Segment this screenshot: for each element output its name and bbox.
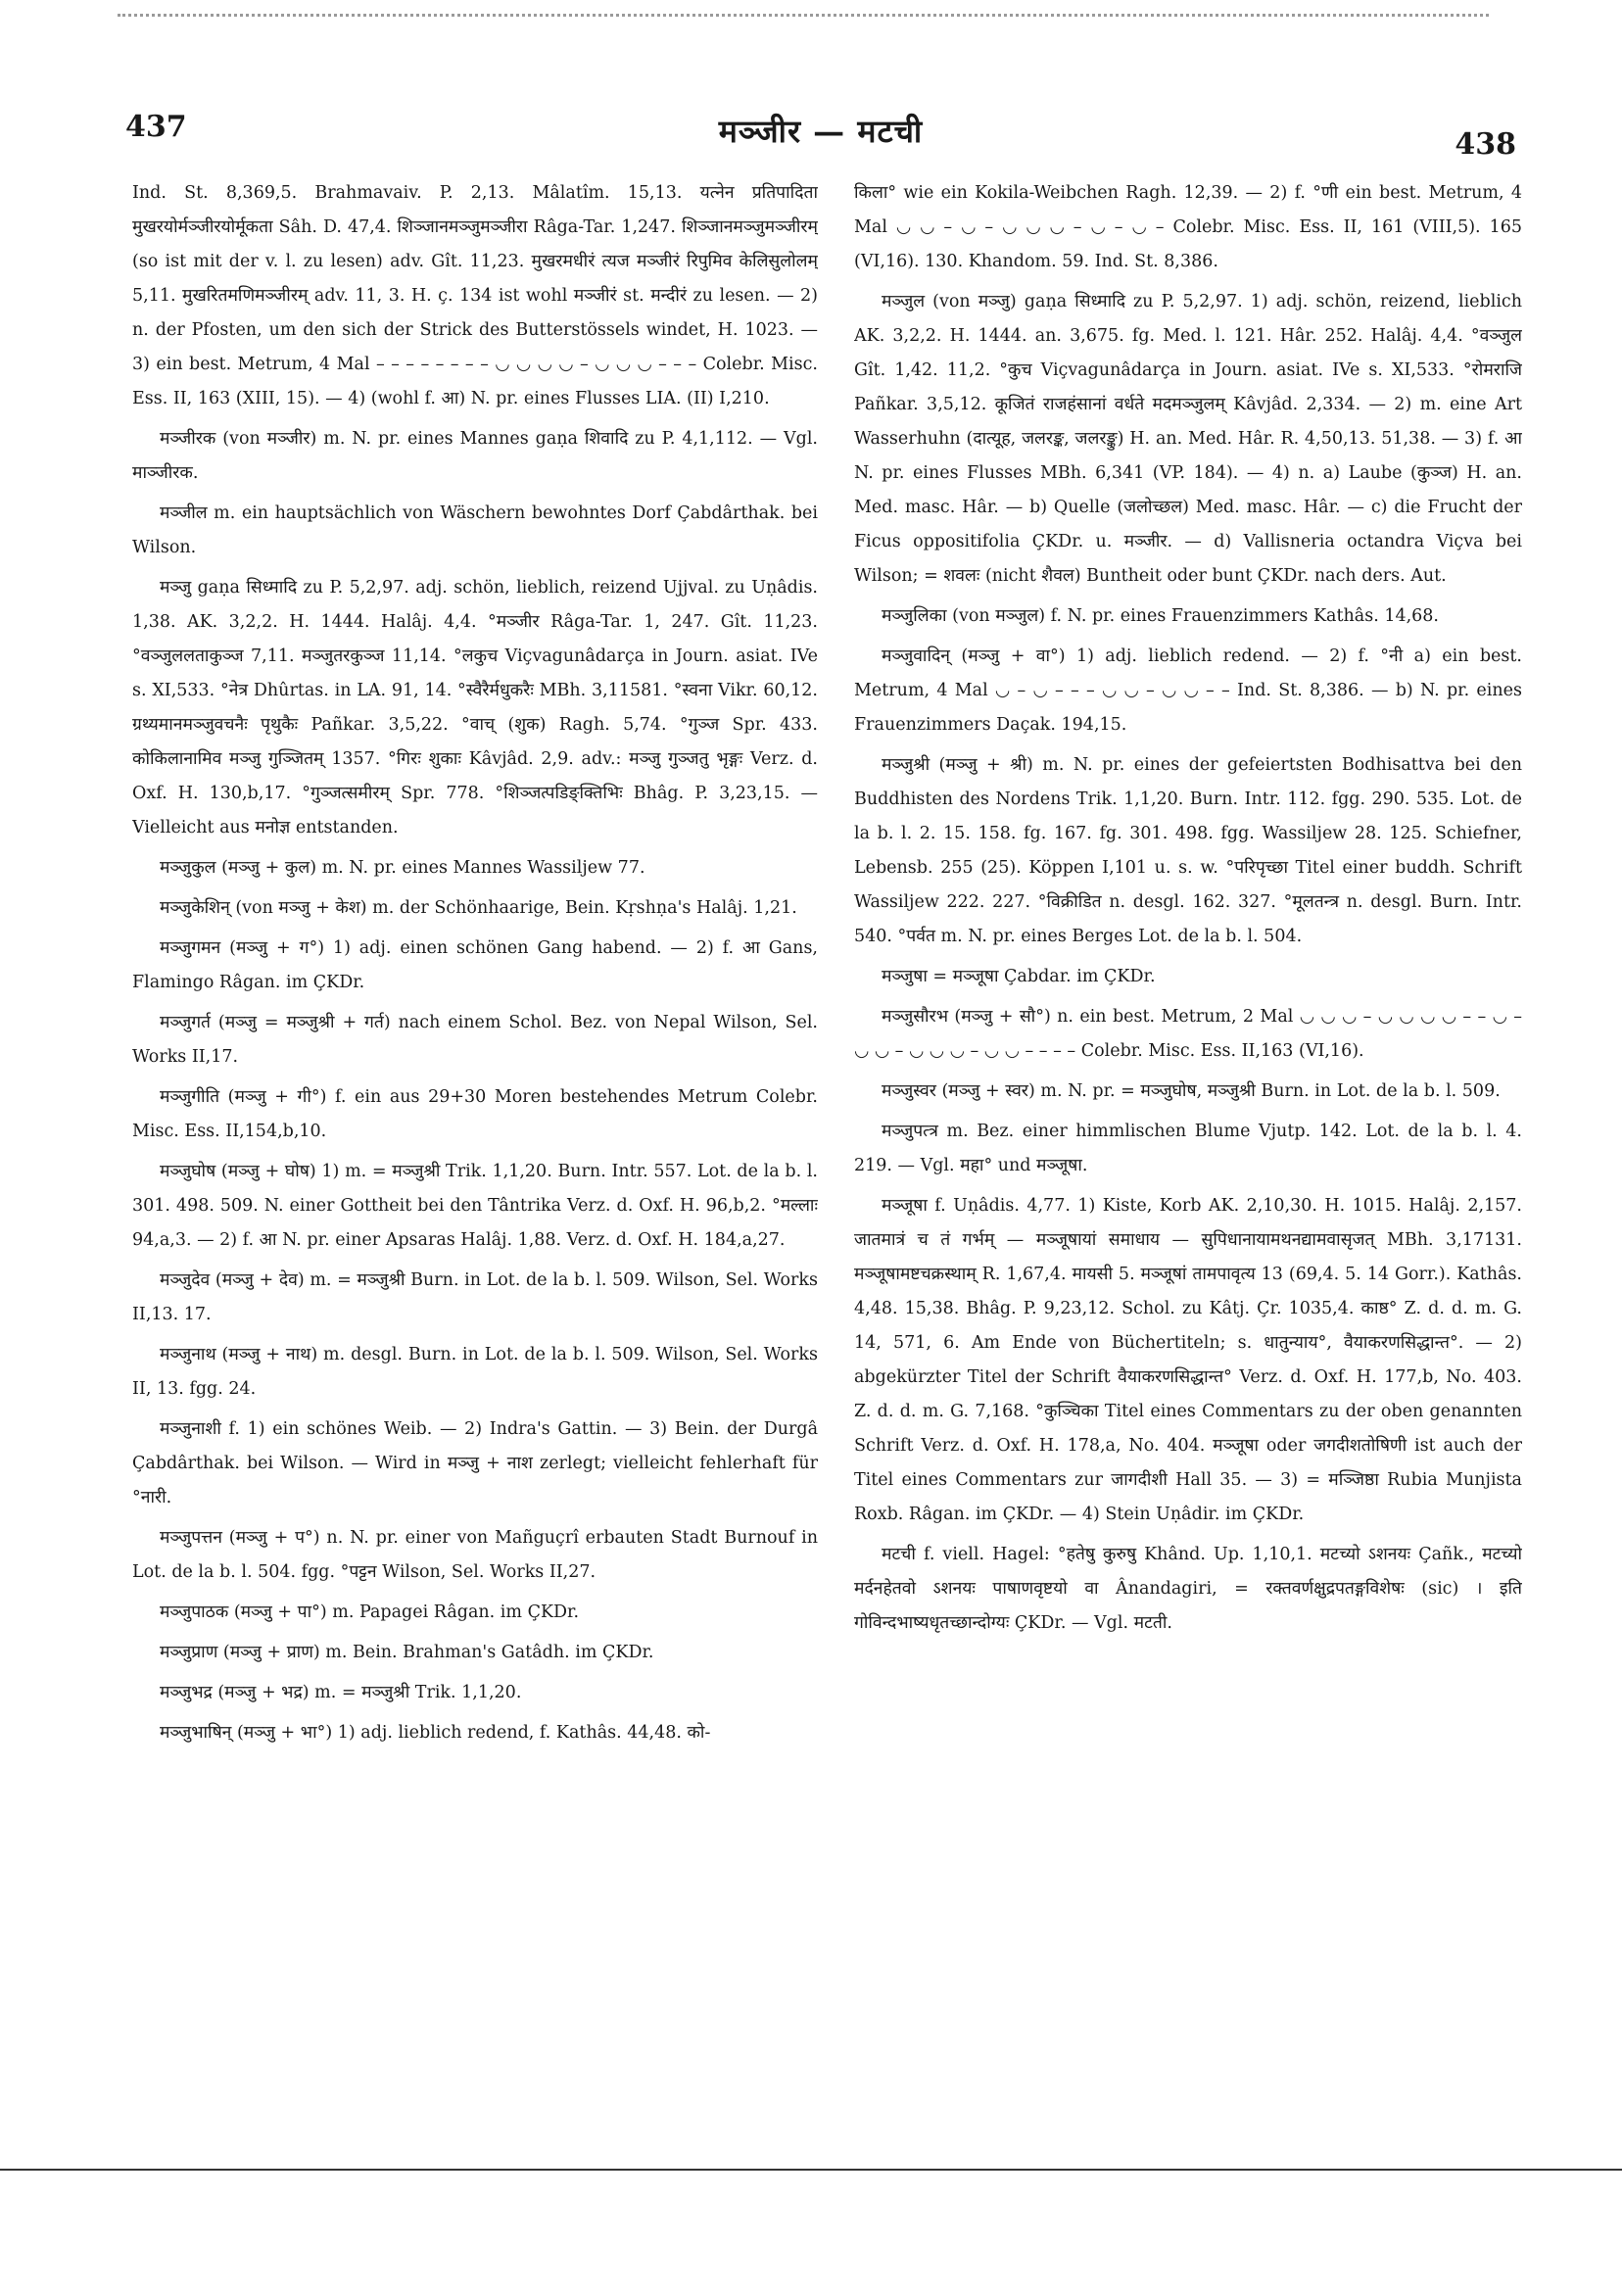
- dictionary-entry: किला° wie ein Kokila-Weibchen Ragh. 12,39. — 2) f. °णी ein best. Metrum, 4 Mal ◡ ◡ – ◡ – ◡ ◡ ◡ – ◡ – ◡ – Colebr. Misc. Ess. II, 161 (VIII,5). 165 (VI,16). 130. Khandom. 59. Ind. St. 8,386.: [854, 183, 1522, 271]
- dictionary-entry: मञ्जुलिका (von मञ्जुल) f. N. pr. eines Frauenzimmers Kathâs. 14,68.: [882, 606, 1439, 626]
- dictionary-entry: मञ्जुपत्तन (मञ्जु + प°) n. N. pr. einer von Mañguçrî erbauten Stadt Burnouf in Lot. de la b. l. 504. fgg. °पट्टन Wilson, Sel. Works II,27.: [132, 1528, 818, 1582]
- dictionary-entry: मञ्जुपाठक (मञ्जु + पा°) m. Papagei Râgan. im ÇKDr.: [160, 1602, 580, 1622]
- dictionary-entry: मञ्जु gaṇa सिध्मादि zu P. 5,2,97. adj. schön, lieblich, reizend Ujjval. zu Uṇâdis. 1,38. AK. 3,2,2. H. 1444. Halâj. 4,4. °मञ्जीर Râga-Tar. 1, 247. Gît. 11,23. °वञ्जुललताकुञ्ज 7,11. मञ्जुतरकुञ्ज 11,14. °लकुच Viçvagunâdarça in Journ. asiat. IVe s. XI,533. °नेत्र Dhûrtas. in LA. 91, 14. °स्वैरैर्मधुकरैः MBh. 3,11581. °स्वना Vikr. 60,12. ग्रथ्यमानमञ्जुवचनैः पृथुकैः Pañkar. 3,5,22. °वाच् (शुक) Ragh. 5,74. °गुञ्ज Spr. 433. कोकिलानामिव मञ्जु गुञ्जितम् 1357. °गिरः शुकाः Kâvjâd. 2,9. adv.: मञ्जु गुञ्जतु भृङ्गः Verz. d. Oxf. H. 130,b,17. °गुञ्जत्समीरम् Spr. 778. °शिञ्जत्पडिङ्क्तिभिः Bhâg. P. 3,23,15. — Vielleicht aus मनोज्ञ entstanden.: [132, 578, 818, 837]
- dictionary-entry: मञ्जुल (von मञ्जु) gaṇa सिध्मादि zu P. 5,2,97. 1) adj. schön, reizend, lieblich AK. 3,2,2. H. 1444. an. 3,675. fg. Med. l. 121. Hâr. 252. Halâj. 4,4. °वञ्जुल Gît. 1,42. 11,2. °कुच Viçvagunâdarça in Journ. asiat. IVe s. XI,533. °रोमराजि Pañkar. 3,5,12. कूजितं राजहंसानां वर्धते मदमञ्जुलम् Kâvjâd. 2,334. — 2) m. eine Art Wasserhuhn (दात्यूह, जलरङ्क, जलरङ्कु) H. an. Med. Hâr. R. 4,50,13. 51,38. — 3) f. आ N. pr. eines Flusses MBh. 6,341 (VP. 184). — 4) n. a) Laube (कुञ्ज) H. an. Med. masc. Hâr. — b) Quelle (जलोच्छल) Med. masc. Hâr. — c) die Frucht der Ficus oppositifolia ÇKDr. u. मञ्जीर. — d) Vallisneria octandra Viçva bei Wilson; = शवलः (nicht शैवल) Buntheit oder bunt ÇKDr. nach ders. Aut.: [854, 292, 1522, 586]
- dictionary-entry: मञ्जुकुल (मञ्जु + कुल) m. N. pr. eines Mannes Wassiljew 77.: [160, 858, 645, 878]
- running-title: मञ्जीर — मटची: [718, 113, 924, 150]
- dictionary-entry: मञ्जुवादिन् (मञ्जु + वा°) 1) adj. lieblich redend. — 2) f. °नी a) ein best. Metrum, 4 Mal ◡ – ◡ – – – ◡ ◡ – ◡ ◡ – – Ind. St. 8,386. — b) N. pr. eines Frauenzimmers Daçak. 194,15.: [854, 646, 1522, 735]
- dictionary-entry: मञ्जुकेशिन् (von मञ्जु + केश) m. der Schönhaarige, Bein. Kṛshṇa's Halâj. 1,21.: [160, 898, 797, 918]
- dictionary-entry: मञ्जूषा f. Uṇâdis. 4,77. 1) Kiste, Korb AK. 2,10,30. H. 1015. Halâj. 2,157. जातमात्रं च तं गर्भम् — मञ्जूषायां समाधाय — सुपिधानायामथनद्यामवासृजत् MBh. 3,17131. मञ्जूषामष्टचक्रस्थाम् R. 1,67,4. मायसी 5. मञ्जूषां तामपावृत्य 13 (69,4. 5. 14 Gorr.). Kathâs. 4,48. 15,38. Bhâg. P. 9,23,12. Schol. zu Kâtj. Çr. 1035,4. काष्ठ° Z. d. d. m. G. 14, 571, 6. Am Ende von Büchertiteln; s. धातुन्याय°, वैयाकरणसिद्धान्त°. — 2) abgekürzter Titel der Schrift वैयाकरणसिद्धान्त° Verz. d. Oxf. H. 177,b, No. 403. Z. d. d. m. G. 7,168. °कुञ्चिका Titel eines Commentars zu der oben genannten Schrift Verz. d. Oxf. H. 178,a, No. 404. मञ्जूषा oder जगदीशतोषिणी ist auch der Titel eines Commentars zur जागदीशी Hall 35. — 3) = मञ्जिष्ठा Rubia Munjista Roxb. Râgan. im ÇKDr. — 4) Stein Uṇâdir. im ÇKDr.: [854, 1196, 1522, 1524]
- dictionary-entry: मञ्जुगमन (मञ्जु + ग°) 1) adj. einen schönen Gang habend. — 2) f. आ Gans, Flamingo Râgan. im ÇKDr.: [132, 938, 818, 992]
- dictionary-entry: मञ्जील m. ein hauptsächlich von Wäschern bewohntes Dorf Çabdârthak. bei Wilson.: [132, 503, 818, 557]
- dictionary-entry: मञ्जीरक (von मञ्जीर) m. N. pr. eines Mannes gaṇa शिवादि zu P. 4,1,112. — Vgl. माञ्जीरक.: [132, 429, 818, 483]
- dictionary-entry: मञ्जुप्राण (मञ्जु + प्राण) m. Bein. Brahman's Gatâdh. im ÇKDr.: [160, 1643, 654, 1662]
- dictionary-entry: मञ्जुपत्त्र m. Bez. einer himmlischen Blume Vjutp. 142. Lot. de la b. l. 4. 219. — Vgl. महा° und मञ्जूषा.: [854, 1122, 1522, 1175]
- dictionary-entry: मञ्जुघोष (मञ्जु + घोष) 1) m. = मञ्जुश्री Trik. 1,1,20. Burn. Intr. 557. Lot. de la b. l. 301. 498. 509. N. einer Gottheit bei den Tântrika Verz. d. Oxf. H. 96,b,2. °मल्लाः 94,a,3. — 2) f. आ N. pr. einer Apsaras Halâj. 1,88. Verz. d. Oxf. H. 184,a,27.: [132, 1162, 818, 1250]
- dictionary-entry: मञ्जुगीति (मञ्जु + गी°) f. ein aus 29+30 Moren bestehendes Metrum Colebr. Misc. Ess. II,154,b,10.: [132, 1087, 818, 1141]
- dictionary-entry: मञ्जुसौरभ (मञ्जु + सौ°) n. ein best. Metrum, 2 Mal ◡ ◡ ◡ – ◡ ◡ ◡ ◡ – – ◡ – ◡ ◡ – ◡ ◡ ◡ – ◡ ◡ – – – – Colebr. Misc. Ess. II,163 (VI,16).: [854, 1007, 1522, 1061]
- dictionary-entry: मञ्जुगर्त (मञ्जु = मञ्जुश्री + गर्त) nach einem Schol. Bez. von Nepal Wilson, Sel. Works II,17.: [132, 1013, 818, 1067]
- left-column: [132, 176, 818, 2116]
- dictionary-entry: Ind. St. 8,369,5. Brahmavaiv. P. 2,13. Mâlatîm. 15,13. यत्नेन प्रतिपादिता मुखरयोर्मञ्जीरयोर्मूकता Sâh. D. 47,4. शिञ्जानमञ्जुमञ्जीरा Râga-Tar. 1,247. शिञ्जानमञ्जुमञ्जीरम् (so ist mit der v. l. zu lesen) adv. Gît. 11,23. मुखरमधीरं त्यज मञ्जीरं रिपुमिव केलिसुलोलम् 5,11. मुखरितमणिमञ्जीरम् adv. 11, 3. H. ç. 134 ist wohl मञ्जीरं st. मन्दीरं zu lesen. — 2) n. der Pfosten, um den sich der Strick des Butterstössels windet, H. 1023. — 3) ein best. Metrum, 4 Mal – – – – – – – – ◡ ◡ ◡ ◡ – ◡ ◡ ◡ – – – Colebr. Misc. Ess. II, 163 (XIII, 15). — 4) (wohl f. आ) N. pr. eines Flusses LIA. (II) I,210.: [132, 183, 818, 408]
- right-column: [854, 176, 1522, 2116]
- dictionary-entry: मटची f. viell. Hagel: °हतेषु कुरुषु Khând. Up. 1,10,1. मटच्यो ऽशनयः Çañk., मटच्यो मर्दनहेतवो ऽशनयः पाषाणवृष्टयो वा Ânandagiri, = रक्तवर्णक्षुद्रपतङ्गविशेषः (sic) । इति गोविन्दभाष्यधृतच्छान्दोग्यः ÇKDr. — Vgl. मटती.: [854, 1545, 1522, 1633]
- page-number-right: 438: [1455, 127, 1516, 162]
- dictionary-entry: मञ्जुस्वर (मञ्जु + स्वर) m. N. pr. = मञ्जुघोष, मञ्जुश्री Burn. in Lot. de la b. l. 509.: [882, 1081, 1501, 1101]
- dictionary-entry: मञ्जुभाषिन् (मञ्जु + भा°) 1) adj. lieblich redend, f. Kathâs. 44,48. को-: [160, 1723, 711, 1743]
- dictionary-entry: मञ्जुनाथ (मञ्जु + नाथ) m. desgl. Burn. in Lot. de la b. l. 509. Wilson, Sel. Works II, 13. fgg. 24.: [132, 1345, 818, 1399]
- dictionary-entry: मञ्जुनाशी f. 1) ein schönes Weib. — 2) Indra's Gattin. — 3) Bein. der Durgâ Çabdârthak. bei Wilson. — Wird in मञ्जु + नाश zerlegt; vielleicht fehlerhaft für °नारी.: [132, 1419, 818, 1507]
- dictionary-entry: मञ्जुश्री (मञ्जु + श्री) m. N. pr. eines der gefeiertsten Bodhisattva bei den Buddhisten des Nordens Trik. 1,1,20. Burn. Intr. 112. fgg. 290. 535. Lot. de la b. l. 2. 15. 158. fg. 167. fg. 301. 498. fgg. Wassiljew 28. 125. Schiefner, Lebensb. 255 (25). Köppen I,101 u. s. w. °परिपृच्छा Titel einer buddh. Schrift Wassiljew 222. 227. °विक्रीडित n. desgl. 162. 327. °मूलतन्त्र n. desgl. Burn. Intr. 540. °पर्वत m. N. pr. eines Berges Lot. de la b. l. 504.: [854, 755, 1522, 946]
- dictionary-entry: मञ्जुदेव (मञ्जु + देव) m. = मञ्जुश्री Burn. in Lot. de la b. l. 509. Wilson, Sel. Works II,13. 17.: [132, 1270, 818, 1324]
- dictionary-entry: मञ्जुषा = मञ्जूषा Çabdar. im ÇKDr.: [882, 967, 1156, 986]
- bottom-rule: [0, 2169, 1622, 2171]
- dictionary-entry: मञ्जुभद्र (मञ्जु + भद्र) m. = मञ्जुश्री Trik. 1,1,20.: [160, 1683, 522, 1702]
- page-header: [125, 110, 1516, 168]
- top-scan-line: [118, 14, 1489, 17]
- page-number-left: 437: [125, 110, 187, 144]
